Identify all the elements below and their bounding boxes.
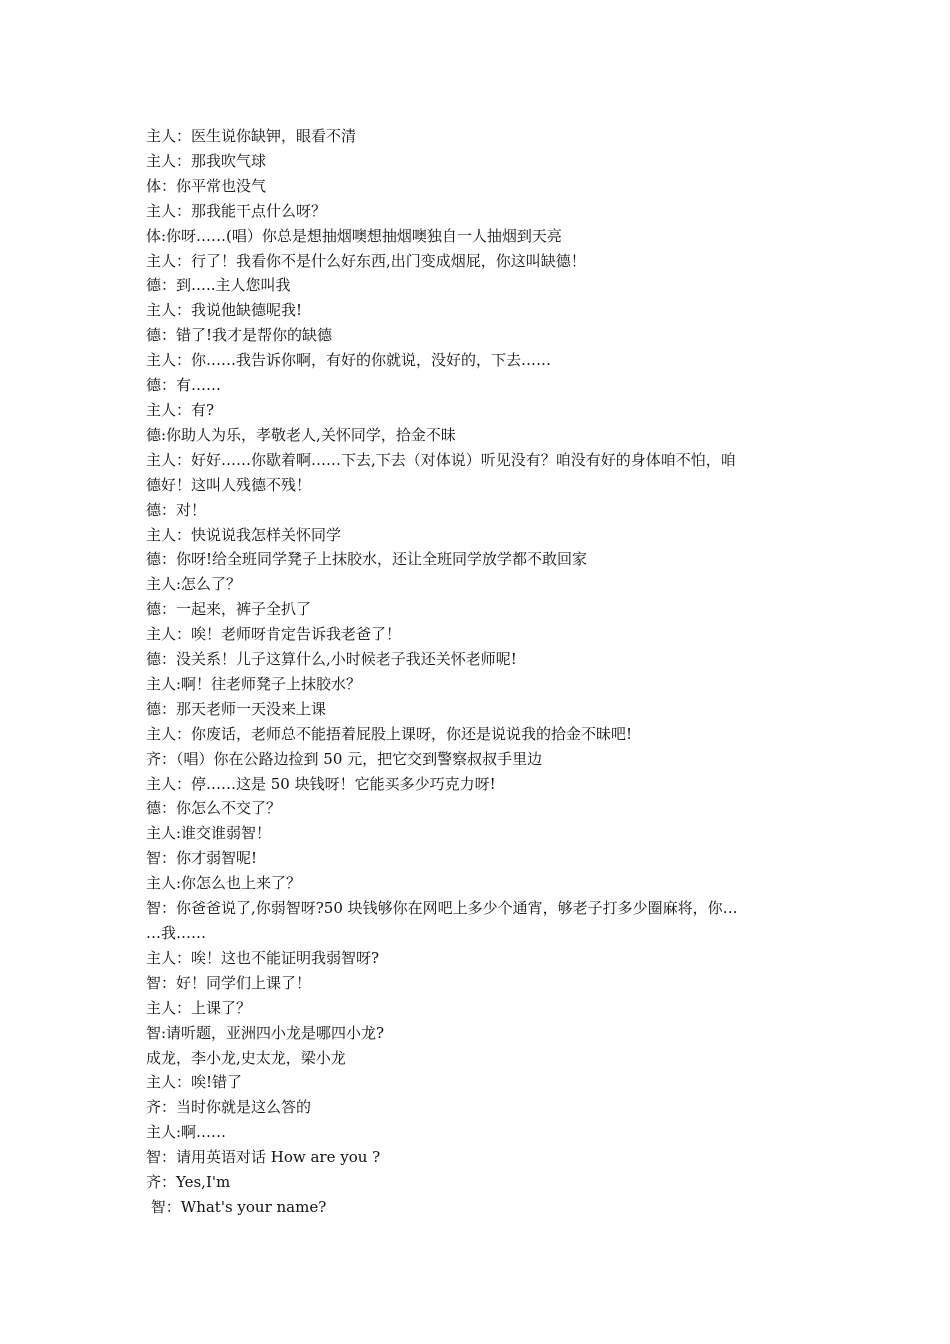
dialogue-line: 智：好！同学们上课了！ xyxy=(146,973,312,992)
dialogue-line: 主人：唉！老师呀肯定告诉我老爸了！ xyxy=(146,625,402,644)
dialogue-line: 智:请听题，亚洲四小龙是哪四小龙? xyxy=(146,1023,385,1042)
dialogue-line: 主人：我说他缺德呢我! xyxy=(146,301,303,320)
dialogue-line: 智：你才弱智呢! xyxy=(146,849,258,868)
dialogue-line: 主人：停……这是 50 块钱呀！它能买多少巧克力呀! xyxy=(146,774,496,793)
dialogue-line: 主人：那我吹气球 xyxy=(146,151,267,170)
dialogue-line: 主人：好好……你歇着啊……下去,下去（对体说）听见没有？咱没有好的身体咱不怕，咱 xyxy=(146,450,736,469)
dialogue-line: 智：请用英语对话 How are you ? xyxy=(146,1148,381,1167)
dialogue-line: 德：错了!我才是帮你的缺德 xyxy=(146,326,333,345)
dialogue-line: 德：有…… xyxy=(146,376,222,395)
dialogue-line: 主人:怎么了？ xyxy=(146,575,242,594)
dialogue-line: 主人：有? xyxy=(146,400,215,419)
dialogue-line: 体：你平常也没气 xyxy=(146,176,267,195)
dialogue-line: 齐：（唱）你在公路边捡到 50 元，把它交到警察叔叔手里边 xyxy=(146,749,543,768)
dialogue-line: 德：那天老师一天没来上课 xyxy=(146,699,327,718)
dialogue-line: 主人：行了！我看你不是什么好东西,出门变成烟屁，你这叫缺德！ xyxy=(146,251,586,270)
dialogue-line: 主人:啊…… xyxy=(146,1123,227,1142)
dialogue-line: 德：没关系！儿子这算什么,小时候老子我还关怀老师呢! xyxy=(146,650,517,669)
dialogue-text xyxy=(146,124,810,1220)
dialogue-line: 德：你怎么不交了？ xyxy=(146,799,282,818)
dialogue-line: 主人：唉!错了 xyxy=(146,1073,243,1092)
dialogue-line: 德：你呀!给全班同学凳子上抹胶水，还让全班同学放学都不敢回家 xyxy=(146,550,588,569)
dialogue-line: 主人：唉！这也不能证明我弱智呀? xyxy=(146,948,380,967)
dialogue-line: 成龙，李小龙,史太龙，梁小龙 xyxy=(146,1048,346,1067)
dialogue-line: 智：What's your name? xyxy=(146,1197,327,1216)
dialogue-line: 主人：你废话，老师总不能捂着屁股上课呀，你还是说说我的拾金不昧吧! xyxy=(146,724,633,743)
dialogue-line: 主人:啊！往老师凳子上抹胶水？ xyxy=(146,674,362,693)
dialogue-line: 主人:谁交谁弱智！ xyxy=(146,824,272,843)
dialogue-line: 齐：Yes,I'm xyxy=(146,1173,231,1192)
dialogue-line: 主人：医生说你缺钾，眼看不清 xyxy=(146,127,357,145)
dialogue-line: 主人：你……我告诉你啊，有好的你就说，没好的，下去…… xyxy=(146,351,552,370)
dialogue-line: 智：你爸爸说了,你弱智呀?50 块钱够你在网吧上多少个通宵，够老子打多少圈麻将，你… xyxy=(146,899,738,918)
dialogue-line: 德:你助人为乐，孝敬老人,关怀同学，拾金不昧 xyxy=(146,425,456,444)
dialogue-line: 德：对！ xyxy=(146,500,207,519)
dialogue-line: …我…… xyxy=(146,924,207,942)
dialogue-line: 主人:你怎么也上来了？ xyxy=(146,874,302,893)
dialogue-line: 体:你呀……(唱）你总是想抽烟噢想抽烟噢独自一人抽烟到天亮 xyxy=(146,226,562,245)
dialogue-line: 主人：快说说我怎样关怀同学 xyxy=(146,525,342,544)
dialogue-line: 主人：上课了？ xyxy=(146,998,252,1017)
dialogue-line: 主人：那我能干点什么呀？ xyxy=(146,201,327,220)
dialogue-line: 德：到…..主人您叫我 xyxy=(146,276,291,295)
dialogue-line: 齐：当时你就是这么答的 xyxy=(146,1098,312,1117)
dialogue-line: 德：一起来，裤子全扒了 xyxy=(146,600,312,619)
dialogue-line: 德好！这叫人残德不残！ xyxy=(146,475,312,494)
